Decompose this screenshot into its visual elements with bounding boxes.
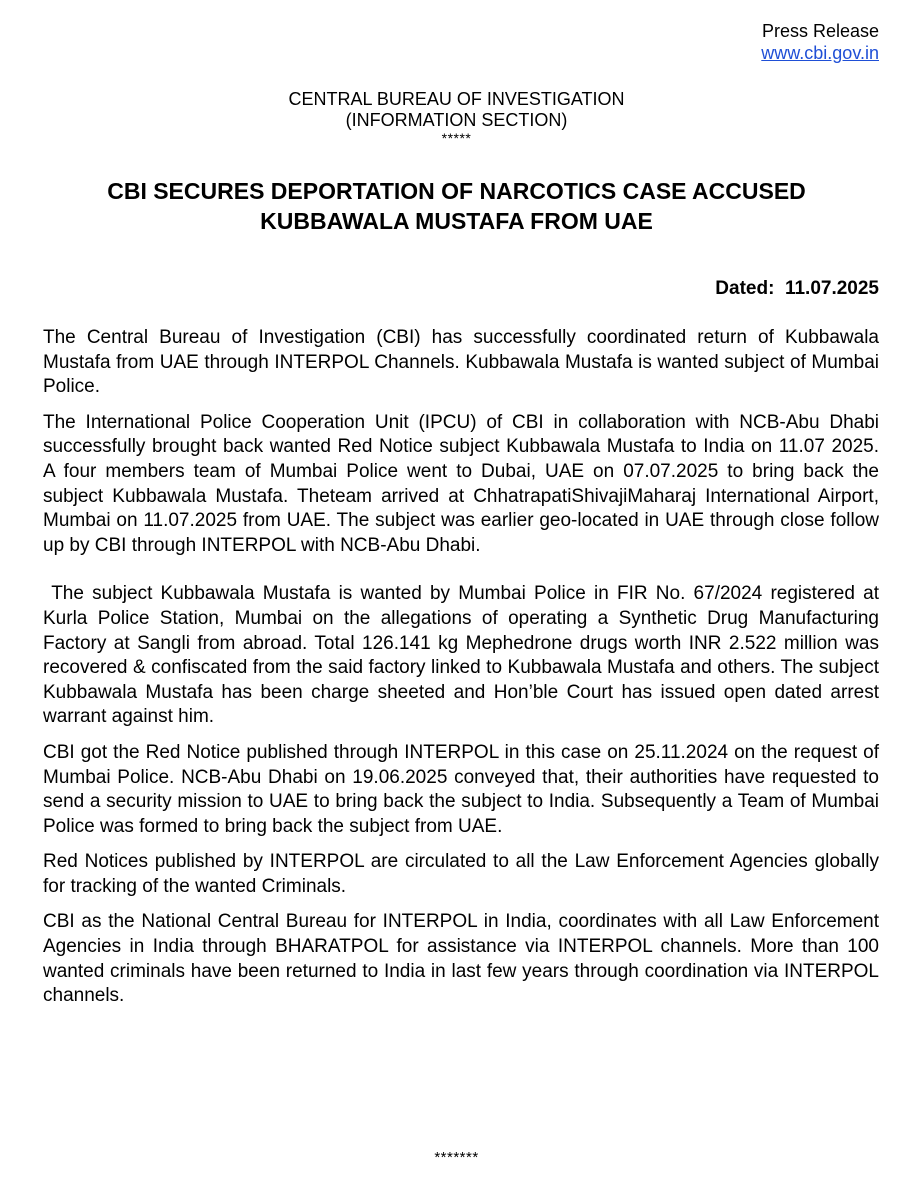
organization-name: CENTRAL BUREAU OF INVESTIGATION <box>288 89 625 109</box>
paragraph-2: The International Police Cooperation Unit (IPCU) of CBI in collaboration with NCB-Abu Dhabi successfully brought back wanted Red Notice subject Kubbawala Mustafa to India on 11.07 2025. A four members team of Mumbai Police went to Dubai, UAE on 07.07.2025 to bring back the subject Kubbawala Mustafa. Theteam arrived at ChhatrapatiShivajiMaharaj International Airport, Mumbai on 11.07.2025 from UAE. The subject was earlier geo-located in UAE through close follow up by CBI through INTERPOL with NCB-Abu Dhabi. <box>43 411 879 556</box>
paragraph-1: The Central Bureau of Investigation (CBI) has successfully coordinated return of Kubbawala Mustafa from UAE through INTERPOL Channels. Kubbawala Mustafa is wanted subject of Mumbai Police. <box>43 327 879 398</box>
organization-section: (INFORMATION SECTION) <box>345 110 568 130</box>
paragraph-3: The subject Kubbawala Mustafa is wanted by Mumbai Police in FIR No. 67/2024 registered at Kurla Police Station, Mumbai on the allegations of operating a Synthetic Drug Manufacturing Factory at Sangli from abroad. Total 126.141 kg Mephedrone drugs worth INR 2.522 million was recovered & confiscated from the said factory linked to Kubbawala Mustafa and others. The subject Kubbawala Mustafa has been charge sheeted and Hon’ble Court has issued open dated arrest warrant against him. <box>43 583 879 728</box>
headline-line-2: KUBBAWALA MUSTAFA FROM UAE <box>260 208 653 234</box>
organization-separator: ***** <box>441 130 472 146</box>
organization-block <box>0 89 913 145</box>
press-release-label: Press Release <box>761 21 879 41</box>
paragraph-4: CBI got the Red Notice published through INTERPOL in this case on 25.11.2024 on the request of Mumbai Police. NCB-Abu Dhabi on 19.06.2025 conveyed that, their authorities have requested to send a security mission to UAE to bring back the subject to India. Subsequently a Team of Mumbai Police was formed to bring back the subject from UAE. <box>43 741 879 837</box>
footer-separator: ******* <box>434 1149 479 1166</box>
paragraph-5: Red Notices published by INTERPOL are circulated to all the Law Enforcement Agencies globally for tracking of the wanted Criminals. <box>43 851 879 897</box>
body-text <box>43 326 879 1009</box>
headline <box>40 176 873 236</box>
website-link[interactable]: www.cbi.gov.in <box>761 43 879 63</box>
header-block <box>761 20 879 64</box>
release-date: Dated: 11.07.2025 <box>715 278 879 299</box>
paragraph-6: CBI as the National Central Bureau for INTERPOL in India, coordinates with all Law Enforcement Agencies in India through BHARATPOL for assistance via INTERPOL channels. More than 100 wanted criminals have been returned to India in last few years through coordination via INTERPOL channels. <box>43 911 879 1007</box>
headline-line-1: CBI SECURES DEPORTATION OF NARCOTICS CASE ACCUSED <box>107 178 806 204</box>
